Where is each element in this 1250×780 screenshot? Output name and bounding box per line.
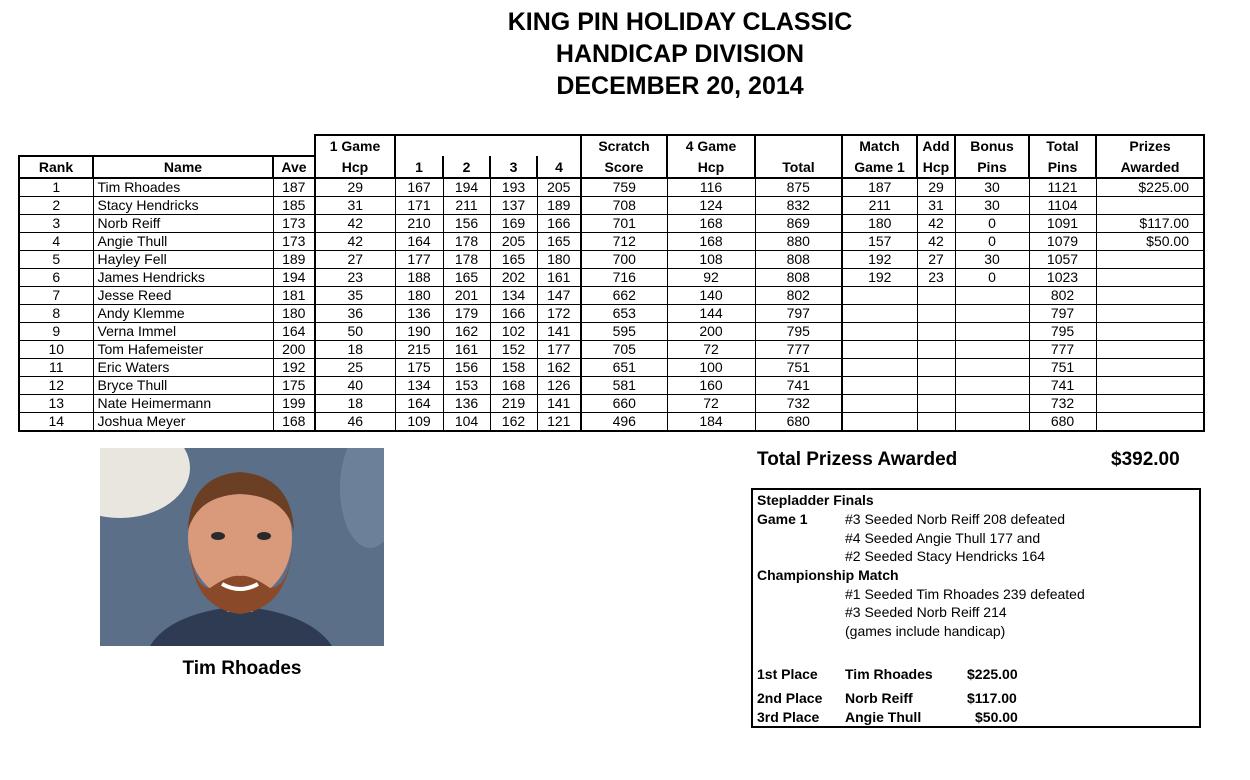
cell-total-pins: 751 <box>1029 359 1096 377</box>
cell-game-1: 109 <box>395 413 443 432</box>
cell-ave: 194 <box>273 269 315 287</box>
cell-bonus <box>955 395 1029 413</box>
cell-scratch: 716 <box>581 269 667 287</box>
cell-game-1: 164 <box>395 233 443 251</box>
game1-label: Game 1 <box>757 511 808 527</box>
cell-game-4: 180 <box>537 251 581 269</box>
header-top-bonus: Bonus <box>955 135 1029 156</box>
cell-game-4: 166 <box>537 215 581 233</box>
cell-name: Verna Immel <box>93 323 273 341</box>
cell-scratch: 496 <box>581 413 667 432</box>
header-top-scratch: Scratch <box>581 135 667 156</box>
cell-game-4: 165 <box>537 233 581 251</box>
table-row <box>19 269 1204 287</box>
header-total-pins: Pins <box>1029 156 1096 178</box>
header-ave: Ave <box>273 156 315 178</box>
header-prizes: Awarded <box>1096 156 1204 178</box>
cell-add <box>917 287 955 305</box>
cell-rank: 8 <box>19 305 93 323</box>
cell-total: 732 <box>755 395 842 413</box>
stepladder-title: Stepladder Finals <box>757 492 874 508</box>
cell-ave: 180 <box>273 305 315 323</box>
photo-caption: Tim Rhoades <box>182 658 302 679</box>
cell-total-pins: 777 <box>1029 341 1096 359</box>
cell-hcp1: 40 <box>315 377 395 395</box>
cell-game-1: 215 <box>395 341 443 359</box>
cell-name: Hayley Fell <box>93 251 273 269</box>
cell-total: 797 <box>755 305 842 323</box>
table-row <box>19 178 1204 197</box>
cell-bonus: 0 <box>955 269 1029 287</box>
cell-prize <box>1096 413 1204 432</box>
table-row <box>19 359 1204 377</box>
cell-game-1: 175 <box>395 359 443 377</box>
cell-hcp4: 168 <box>667 215 755 233</box>
cell-prize <box>1096 341 1204 359</box>
cell-match <box>842 395 917 413</box>
cell-game-2: 165 <box>443 269 490 287</box>
cell-add: 42 <box>917 215 955 233</box>
cell-add <box>917 305 955 323</box>
cell-bonus <box>955 413 1029 432</box>
cell-scratch: 708 <box>581 197 667 215</box>
cell-ave: 175 <box>273 377 315 395</box>
cell-hcp1: 18 <box>315 341 395 359</box>
cell-scratch: 581 <box>581 377 667 395</box>
cell-name: Tom Hafemeister <box>93 341 273 359</box>
cell-bonus <box>955 341 1029 359</box>
cell-game-1: 167 <box>395 178 443 197</box>
cell-total: 832 <box>755 197 842 215</box>
table-row <box>19 197 1204 215</box>
stepladder-finals-box <box>751 488 1201 728</box>
cell-bonus <box>955 323 1029 341</box>
cell-game-2: 178 <box>443 233 490 251</box>
cell-game-3: 158 <box>490 359 537 377</box>
cell-bonus <box>955 287 1029 305</box>
cell-game-4: 161 <box>537 269 581 287</box>
cell-game-1: 188 <box>395 269 443 287</box>
cell-prize <box>1096 323 1204 341</box>
cell-scratch: 662 <box>581 287 667 305</box>
cell-ave: 200 <box>273 341 315 359</box>
cell-total-pins: 1121 <box>1029 178 1096 197</box>
table-row <box>19 413 1204 432</box>
cell-game-3: 193 <box>490 178 537 197</box>
player-photo <box>100 448 384 646</box>
cell-hcp4: 72 <box>667 395 755 413</box>
cell-game-1: 210 <box>395 215 443 233</box>
total-prizes-label: Total Prizess Awarded <box>757 449 958 470</box>
cell-game-2: 161 <box>443 341 490 359</box>
cell-ave: 199 <box>273 395 315 413</box>
cell-game-1: 190 <box>395 323 443 341</box>
cell-scratch: 701 <box>581 215 667 233</box>
cell-hcp1: 18 <box>315 395 395 413</box>
player-photo-image <box>100 448 384 646</box>
cell-total: 880 <box>755 233 842 251</box>
cell-bonus: 30 <box>955 197 1029 215</box>
cell-hcp4: 72 <box>667 341 755 359</box>
cell-game-3: 165 <box>490 251 537 269</box>
cell-rank: 2 <box>19 197 93 215</box>
cell-game-4: 121 <box>537 413 581 432</box>
cell-hcp4: 116 <box>667 178 755 197</box>
cell-game-2: 153 <box>443 377 490 395</box>
cell-game-3: 205 <box>490 233 537 251</box>
cell-rank: 5 <box>19 251 93 269</box>
cell-rank: 3 <box>19 215 93 233</box>
cell-total-pins: 732 <box>1029 395 1096 413</box>
place-prize: $225.00 <box>967 666 1018 682</box>
cell-name: James Hendricks <box>93 269 273 287</box>
cell-total-pins: 1091 <box>1029 215 1096 233</box>
cell-total-pins: 1023 <box>1029 269 1096 287</box>
cell-ave: 185 <box>273 197 315 215</box>
cell-hcp4: 144 <box>667 305 755 323</box>
cell-total-pins: 680 <box>1029 413 1096 432</box>
table-row <box>19 251 1204 269</box>
title-line-2: HANDICAP DIVISION <box>555 40 805 68</box>
cell-scratch: 653 <box>581 305 667 323</box>
cell-hcp1: 25 <box>315 359 395 377</box>
cell-total-pins: 802 <box>1029 287 1096 305</box>
cell-ave: 181 <box>273 287 315 305</box>
cell-add <box>917 413 955 432</box>
title-line-3: DECEMBER 20, 2014 <box>556 72 804 100</box>
cell-scratch: 759 <box>581 178 667 197</box>
cell-bonus: 0 <box>955 233 1029 251</box>
cell-prize <box>1096 287 1204 305</box>
cell-total: 808 <box>755 251 842 269</box>
cell-add <box>917 377 955 395</box>
cell-game-4: 172 <box>537 305 581 323</box>
place-label: 3rd Place <box>757 709 820 725</box>
cell-match <box>842 413 917 432</box>
cell-rank: 4 <box>19 233 93 251</box>
cell-game-2: 201 <box>443 287 490 305</box>
cell-match <box>842 359 917 377</box>
header-top-prizes: Prizes <box>1096 135 1204 156</box>
cell-add: 31 <box>917 197 955 215</box>
cell-scratch: 651 <box>581 359 667 377</box>
cell-add: 27 <box>917 251 955 269</box>
cell-match: 180 <box>842 215 917 233</box>
cell-total: 795 <box>755 323 842 341</box>
cell-rank: 9 <box>19 323 93 341</box>
cell-game-2: 156 <box>443 359 490 377</box>
cell-hcp4: 200 <box>667 323 755 341</box>
header-top-total-pins: Total <box>1029 135 1096 156</box>
cell-hcp1: 29 <box>315 178 395 197</box>
cell-game-4: 126 <box>537 377 581 395</box>
cell-bonus: 30 <box>955 178 1029 197</box>
cell-game-3: 169 <box>490 215 537 233</box>
cell-ave: 189 <box>273 251 315 269</box>
cell-prize <box>1096 305 1204 323</box>
cell-rank: 12 <box>19 377 93 395</box>
cell-game-2: 179 <box>443 305 490 323</box>
cell-total-pins: 1104 <box>1029 197 1096 215</box>
place-prize: $117.00 <box>967 690 1017 706</box>
cell-game-2: 211 <box>443 197 490 215</box>
table-row <box>19 377 1204 395</box>
cell-match: 192 <box>842 251 917 269</box>
championship-line: #1 Seeded Tim Rhoades 239 defeated <box>845 586 1085 602</box>
cell-hcp4: 100 <box>667 359 755 377</box>
place-prize: $50.00 <box>975 709 1018 725</box>
cell-total: 802 <box>755 287 842 305</box>
header-match: Game 1 <box>842 156 917 178</box>
table-row <box>19 215 1204 233</box>
cell-name: Stacy Hendricks <box>93 197 273 215</box>
cell-add: 23 <box>917 269 955 287</box>
cell-total-pins: 1079 <box>1029 233 1096 251</box>
cell-ave: 187 <box>273 178 315 197</box>
cell-game-4: 147 <box>537 287 581 305</box>
championship-label: Championship Match <box>757 567 899 583</box>
cell-match <box>842 287 917 305</box>
cell-total: 680 <box>755 413 842 432</box>
cell-match <box>842 305 917 323</box>
header-scratch: Score <box>581 156 667 178</box>
cell-game-1: 134 <box>395 377 443 395</box>
game1-line: #2 Seeded Stacy Hendricks 164 <box>845 548 1046 564</box>
header-rank: Rank <box>19 156 93 178</box>
cell-game-3: 202 <box>490 269 537 287</box>
table-row <box>19 233 1204 251</box>
cell-hcp1: 42 <box>315 215 395 233</box>
cell-ave: 192 <box>273 359 315 377</box>
cell-name: Bryce Thull <box>93 377 273 395</box>
cell-rank: 6 <box>19 269 93 287</box>
cell-game-2: 178 <box>443 251 490 269</box>
total-prizes-value: $392.00 <box>1111 449 1180 470</box>
cell-ave: 168 <box>273 413 315 432</box>
cell-scratch: 660 <box>581 395 667 413</box>
cell-total: 777 <box>755 341 842 359</box>
cell-rank: 1 <box>19 178 93 197</box>
cell-total-pins: 1057 <box>1029 251 1096 269</box>
cell-game-4: 162 <box>537 359 581 377</box>
header-total: Total <box>755 156 842 178</box>
header-game-3: 3 <box>490 156 537 178</box>
cell-game-4: 205 <box>537 178 581 197</box>
cell-hcp4: 184 <box>667 413 755 432</box>
cell-game-3: 162 <box>490 413 537 432</box>
header-game-1: 1 <box>395 156 443 178</box>
cell-game-3: 166 <box>490 305 537 323</box>
cell-game-3: 168 <box>490 377 537 395</box>
table-row <box>19 395 1204 413</box>
game1-line: #4 Seeded Angie Thull 177 and <box>845 530 1041 546</box>
cell-prize <box>1096 197 1204 215</box>
cell-name: Andy Klemme <box>93 305 273 323</box>
cell-total: 875 <box>755 178 842 197</box>
cell-game-1: 136 <box>395 305 443 323</box>
cell-hcp1: 50 <box>315 323 395 341</box>
cell-hcp1: 35 <box>315 287 395 305</box>
cell-rank: 14 <box>19 413 93 432</box>
place-label: 2nd Place <box>757 690 823 706</box>
cell-match: 192 <box>842 269 917 287</box>
cell-hcp4: 124 <box>667 197 755 215</box>
cell-hcp4: 168 <box>667 233 755 251</box>
cell-game-4: 189 <box>537 197 581 215</box>
cell-prize <box>1096 269 1204 287</box>
cell-game-1: 180 <box>395 287 443 305</box>
cell-game-4: 177 <box>537 341 581 359</box>
header-top-hcp4: 4 Game <box>667 135 755 156</box>
cell-scratch: 712 <box>581 233 667 251</box>
cell-prize <box>1096 251 1204 269</box>
cell-scratch: 705 <box>581 341 667 359</box>
cell-hcp4: 140 <box>667 287 755 305</box>
cell-match <box>842 377 917 395</box>
cell-rank: 7 <box>19 287 93 305</box>
cell-hcp4: 108 <box>667 251 755 269</box>
cell-rank: 10 <box>19 341 93 359</box>
cell-hcp1: 46 <box>315 413 395 432</box>
header-bonus: Pins <box>955 156 1029 178</box>
cell-total-pins: 795 <box>1029 323 1096 341</box>
table-row <box>19 305 1204 323</box>
cell-add <box>917 323 955 341</box>
cell-ave: 173 <box>273 215 315 233</box>
cell-add: 29 <box>917 178 955 197</box>
cell-total: 741 <box>755 377 842 395</box>
cell-match: 157 <box>842 233 917 251</box>
cell-hcp1: 23 <box>315 269 395 287</box>
cell-hcp1: 36 <box>315 305 395 323</box>
title-line-1: KING PIN HOLIDAY CLASSIC <box>507 8 853 36</box>
cell-scratch: 700 <box>581 251 667 269</box>
cell-ave: 173 <box>273 233 315 251</box>
cell-bonus <box>955 305 1029 323</box>
header-top-hcp1: 1 Game <box>315 135 395 156</box>
cell-total: 751 <box>755 359 842 377</box>
table-row <box>19 323 1204 341</box>
cell-name: Angie Thull <box>93 233 273 251</box>
cell-prize <box>1096 377 1204 395</box>
cell-game-1: 177 <box>395 251 443 269</box>
cell-match <box>842 323 917 341</box>
cell-total: 808 <box>755 269 842 287</box>
cell-game-3: 102 <box>490 323 537 341</box>
header-top-add: Add <box>917 135 955 156</box>
header-top-match: Match <box>842 135 917 156</box>
cell-total: 869 <box>755 215 842 233</box>
cell-hcp1: 42 <box>315 233 395 251</box>
game1-line: #3 Seeded Norb Reiff 208 defeated <box>845 511 1066 527</box>
cell-match: 211 <box>842 197 917 215</box>
cell-game-2: 156 <box>443 215 490 233</box>
cell-total-pins: 797 <box>1029 305 1096 323</box>
cell-bonus <box>955 359 1029 377</box>
cell-prize: $50.00 <box>1096 233 1204 251</box>
cell-game-3: 152 <box>490 341 537 359</box>
table-row <box>19 341 1204 359</box>
cell-bonus: 0 <box>955 215 1029 233</box>
cell-add <box>917 341 955 359</box>
header-game-4: 4 <box>537 156 581 178</box>
cell-add <box>917 359 955 377</box>
cell-bonus: 30 <box>955 251 1029 269</box>
header-name: Name <box>93 156 273 178</box>
cell-game-2: 194 <box>443 178 490 197</box>
cell-game-3: 137 <box>490 197 537 215</box>
cell-add <box>917 395 955 413</box>
cell-game-1: 171 <box>395 197 443 215</box>
cell-game-4: 141 <box>537 323 581 341</box>
cell-name: Norb Reiff <box>93 215 273 233</box>
cell-ave: 164 <box>273 323 315 341</box>
cell-scratch: 595 <box>581 323 667 341</box>
championship-line: #3 Seeded Norb Reiff 214 <box>845 604 1007 620</box>
cell-prize <box>1096 395 1204 413</box>
place-name: Norb Reiff <box>845 690 913 706</box>
cell-rank: 13 <box>19 395 93 413</box>
place-label: 1st Place <box>757 666 818 682</box>
cell-hcp1: 27 <box>315 251 395 269</box>
cell-rank: 11 <box>19 359 93 377</box>
cell-match <box>842 341 917 359</box>
cell-name: Eric Waters <box>93 359 273 377</box>
cell-hcp4: 92 <box>667 269 755 287</box>
cell-game-2: 136 <box>443 395 490 413</box>
cell-hcp1: 31 <box>315 197 395 215</box>
cell-prize <box>1096 359 1204 377</box>
cell-game-3: 219 <box>490 395 537 413</box>
cell-game-1: 164 <box>395 395 443 413</box>
cell-hcp4: 160 <box>667 377 755 395</box>
cell-prize: $117.00 <box>1096 215 1204 233</box>
header-hcp1: Hcp <box>315 156 395 178</box>
header-add: Hcp <box>917 156 955 178</box>
standings-table <box>18 134 1205 432</box>
cell-total-pins: 741 <box>1029 377 1096 395</box>
cell-match: 187 <box>842 178 917 197</box>
table-row <box>19 287 1204 305</box>
cell-name: Tim Rhoades <box>93 178 273 197</box>
header-game-2: 2 <box>443 156 490 178</box>
cell-prize: $225.00 <box>1096 178 1204 197</box>
cell-game-4: 141 <box>537 395 581 413</box>
championship-line: (games include handicap) <box>845 623 1006 639</box>
header-hcp4: Hcp <box>667 156 755 178</box>
cell-add: 42 <box>917 233 955 251</box>
place-name: Angie Thull <box>845 709 922 725</box>
cell-name: Nate Heimermann <box>93 395 273 413</box>
place-name: Tim Rhoades <box>845 666 933 682</box>
cell-game-2: 162 <box>443 323 490 341</box>
cell-game-2: 104 <box>443 413 490 432</box>
cell-name: Jesse Reed <box>93 287 273 305</box>
cell-name: Joshua Meyer <box>93 413 273 432</box>
cell-bonus <box>955 377 1029 395</box>
cell-game-3: 134 <box>490 287 537 305</box>
